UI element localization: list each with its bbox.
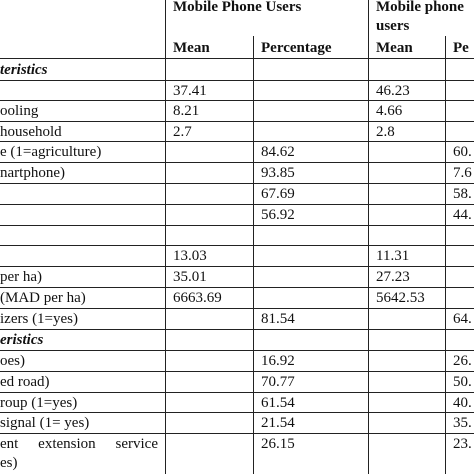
- cell-percentage: 61.54: [261, 395, 295, 411]
- rule: [0, 100, 474, 101]
- cell-mean: 6663.69: [173, 290, 222, 306]
- rule: [0, 204, 474, 205]
- rule: [0, 308, 474, 309]
- cell-mean: 37.41: [173, 83, 207, 99]
- rule: [0, 162, 474, 163]
- cell-percentage: 56.92: [261, 207, 295, 223]
- cell-percentage: 16.92: [261, 353, 295, 369]
- rule: [0, 392, 474, 393]
- group-header-non-users-line2: users: [376, 18, 410, 34]
- cell-percentage-2: 7.6: [453, 165, 472, 181]
- rule: [0, 80, 474, 81]
- row-label: household: [0, 124, 62, 140]
- rule: [0, 371, 474, 372]
- row-label: roup (1=yes): [0, 395, 78, 411]
- row-label: per ha): [0, 269, 43, 285]
- cell-mean-2: 4.66: [376, 103, 403, 119]
- cell-percentage: 70.77: [261, 374, 295, 390]
- row-label: signal (1= yes): [0, 415, 90, 431]
- rule: [0, 287, 474, 288]
- cell-mean-2: 5642.53: [376, 290, 425, 306]
- row-label: (MAD per ha): [0, 290, 86, 306]
- column-header-percentage: Percentage: [261, 40, 332, 56]
- cell-percentage: 67.69: [261, 186, 295, 202]
- rule: [0, 433, 474, 434]
- cell-percentage-2: 40.: [453, 395, 472, 411]
- section-heading: teristics: [0, 62, 48, 78]
- cell-percentage-2: 60.: [453, 144, 472, 160]
- cell-mean-2: 11.31: [376, 248, 410, 264]
- group-header-mobile-users: Mobile Phone Users: [173, 0, 302, 15]
- row-label: izers (1=yes): [0, 311, 79, 327]
- rule: [0, 350, 474, 351]
- rule: [0, 183, 474, 184]
- cell-percentage: 26.15: [261, 436, 295, 452]
- column-header-mean: Mean: [173, 40, 210, 56]
- row-label: oes): [0, 353, 25, 369]
- cell-percentage: 21.54: [261, 415, 295, 431]
- rule: [0, 225, 474, 226]
- cell-percentage-2: 44.: [453, 207, 472, 223]
- cell-mean: 2.7: [173, 124, 192, 140]
- row-label: ed road): [0, 374, 50, 390]
- cell-mean: 13.03: [173, 248, 207, 264]
- column-divider: [165, 0, 166, 474]
- row-label: nartphone): [0, 165, 65, 181]
- cell-percentage-2: 35.: [453, 415, 472, 431]
- cell-percentage-2: 23.: [453, 436, 472, 452]
- section-heading: eristics: [0, 332, 44, 348]
- row-label: ooling: [0, 103, 39, 119]
- row-label: e (1=agriculture): [0, 144, 102, 160]
- cell-percentage-2: 64.: [453, 311, 472, 327]
- cell-percentage: 84.62: [261, 144, 295, 160]
- cell-mean-2: 2.8: [376, 124, 395, 140]
- rule: [0, 266, 474, 267]
- column-divider: [253, 36, 254, 474]
- rule: [0, 412, 474, 413]
- column-divider: [445, 36, 446, 474]
- cell-mean: 8.21: [173, 103, 200, 119]
- rule: [0, 141, 474, 142]
- group-header-non-users-line1: Mobile phone: [376, 0, 464, 15]
- column-divider: [368, 0, 369, 474]
- rule: [0, 329, 474, 330]
- rule: [0, 121, 474, 122]
- cell-percentage-2: 50.: [453, 374, 472, 390]
- cell-percentage-2: 26.: [453, 353, 472, 369]
- cell-percentage: 81.54: [261, 311, 295, 327]
- row-label: ent extension service: [0, 436, 158, 452]
- rule: [0, 58, 474, 59]
- column-header-percentage-2: Pe: [453, 40, 469, 56]
- cell-mean: 35.01: [173, 269, 207, 285]
- cell-mean-2: 27.23: [376, 269, 410, 285]
- row-label-continued: es): [0, 455, 18, 471]
- column-header-mean-2: Mean: [376, 40, 413, 56]
- rule: [0, 245, 474, 246]
- cell-percentage-2: 58.: [453, 186, 472, 202]
- cell-mean-2: 46.23: [376, 83, 410, 99]
- cell-percentage: 93.85: [261, 165, 295, 181]
